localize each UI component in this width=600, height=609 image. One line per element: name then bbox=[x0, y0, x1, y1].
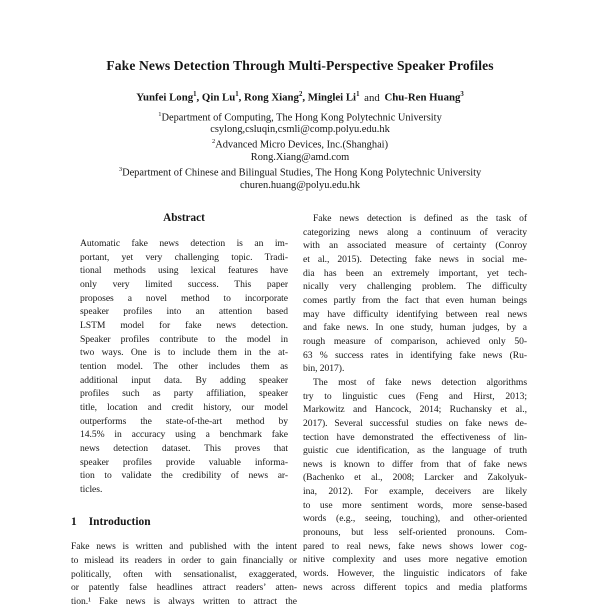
text-line: Markowitz and Hancock, 2014; Ruchansky et al., bbox=[303, 404, 527, 416]
text-line: news detection dataset. This proves that bbox=[80, 442, 288, 454]
affiliation-mark: 3 bbox=[118, 166, 123, 174]
text-line: tention model. The other includes them as bbox=[80, 360, 288, 372]
text-line: news across different topics and media platforms bbox=[303, 581, 527, 593]
text-line: pared to real news, fake news shows lower cog- bbox=[303, 540, 527, 552]
text-line: LSTM model for fake news detection. bbox=[80, 319, 288, 331]
text-line: outperforms the state-of-the-art method by bbox=[80, 415, 288, 427]
affiliation-mark: 2 bbox=[211, 138, 216, 146]
text-line: et al., 2015). Detecting fake news in social me- bbox=[303, 253, 527, 265]
text-line: only very limited success. This paper bbox=[80, 278, 288, 290]
abstract-heading: Abstract bbox=[163, 212, 205, 224]
text-line: to mislead its readers in order to gain financially or bbox=[71, 555, 297, 567]
introduction-body bbox=[71, 540, 297, 608]
text-line: may have difficulty identifying between real news bbox=[303, 308, 527, 320]
text-line: 2017). Several successful studies on fake news de- bbox=[303, 417, 527, 429]
text-line: Fake news is written and published with the intent bbox=[71, 541, 297, 553]
text-line: news is known to differ from that of fake news bbox=[303, 458, 527, 470]
author-conjunction: and bbox=[361, 91, 383, 104]
text-line: tion.¹ Fake news is always written to attract the bbox=[71, 596, 297, 608]
text-line: Automatic fake news detection is an im- bbox=[80, 238, 288, 249]
paper-header bbox=[0, 58, 600, 192]
author-name: Yunfei Long bbox=[136, 91, 194, 104]
text-line: 14.5% in accuracy using a benchmark fake bbox=[80, 429, 288, 441]
text-line: and fake news. In one study, human judges, by a bbox=[303, 322, 527, 334]
affiliation-line: $^1$Department of Computing, The Hong Kong Polytechnic University bbox=[158, 110, 442, 124]
text-line: profiles such as party affiliation, speaker bbox=[80, 388, 288, 400]
text-line: nitive complexity and uses more negative emotion bbox=[303, 554, 527, 566]
text-line: nically very challenging problem. The difficulty bbox=[303, 281, 527, 293]
text-line: words. However, the linguistic indicators of fake bbox=[303, 568, 527, 580]
text-line: speaker profiles into an attention based bbox=[80, 306, 288, 318]
text-line: 63 % success rates in identifying fake news (Ru- bbox=[303, 349, 527, 361]
author-name: Rong Xiang bbox=[244, 91, 299, 104]
text-line: additional input data. By adding speaker bbox=[80, 374, 288, 386]
author-affiliation-mark: 1 bbox=[193, 91, 197, 98]
section-number: 1 bbox=[71, 516, 77, 529]
text-line: categorizing news along a continuum of veracity bbox=[303, 226, 527, 238]
right-column bbox=[303, 212, 527, 594]
author-line: Yunfei Long$^1$, Qin Lu$^1$, Rong Xiang$^2$, Minglei Li$^1$ and Chu-Ren Huang$^3$ bbox=[136, 91, 464, 104]
author-affiliation-mark: 1 bbox=[356, 91, 360, 98]
author-name: Chu-Ren Huang bbox=[384, 91, 461, 104]
section-title: Introduction bbox=[88, 516, 151, 529]
text-line: comes partly from the fact that even human beings bbox=[303, 294, 527, 306]
text-line: tection have demonstrated the effectiveness of lin- bbox=[303, 431, 527, 443]
affiliation-line: csylong,csluqin,csmli@comp.polyu.edu.hk bbox=[210, 124, 390, 136]
introduction-heading bbox=[71, 515, 297, 529]
author-affiliation-mark: 2 bbox=[298, 91, 303, 98]
left-column bbox=[71, 212, 297, 609]
author-name: Qin Lu bbox=[201, 91, 236, 104]
text-line: rough measure of comparison, achieved only 50- bbox=[303, 335, 527, 347]
text-line: The most of fake news detection algorithms bbox=[313, 376, 527, 388]
text-line: words (e.g., seeing, touching), and other-oriented bbox=[303, 513, 527, 525]
affiliation-block bbox=[0, 109, 600, 193]
text-line: with an associated measure of certainty (Conroy bbox=[303, 240, 527, 252]
author-affiliation-mark: 3 bbox=[460, 91, 464, 98]
abstract-body bbox=[80, 237, 288, 496]
text-line: speaker profiles provide valuable informa- bbox=[80, 456, 288, 468]
text-line: bin, 2017). bbox=[303, 363, 345, 375]
affiliation-line: $^2$Advanced Micro Devices, Inc.(Shanghai) bbox=[211, 138, 389, 151]
text-line: (Bachenko et al., 2008; Larcker and Zakolyuk- bbox=[303, 472, 527, 484]
text-line: title, location and credit history, our model bbox=[80, 401, 288, 413]
author-affiliation-mark: 1 bbox=[235, 91, 239, 98]
text-line: guistic cue identification, as the language of truth bbox=[303, 445, 527, 457]
affiliation-mark: 1 bbox=[158, 110, 162, 118]
text-line: Speaker profiles contribute to the model in bbox=[80, 333, 288, 345]
text-line: try to linguistic cues (Feng and Hirst, 2013; bbox=[303, 390, 527, 402]
text-line: to use more sentiment words, more sense-based bbox=[303, 499, 527, 511]
affiliation-line: $^3$Department of Chinese and Bilingual Studies, The Hong Kong Polytechnic University bbox=[118, 166, 482, 179]
affiliation-line: Rong.Xiang@amd.com bbox=[250, 152, 350, 164]
text-line: politically, often with sensationalist, exaggerated, bbox=[71, 568, 297, 580]
text-line: dia has been an extremely important, yet tech- bbox=[303, 267, 527, 279]
text-line: ina, 2012). For example, deceivers are likely bbox=[303, 486, 527, 498]
text-line: two ways. One is to include them in the at- bbox=[80, 347, 288, 359]
text-line: portant, yet very challenging topic. Tradi- bbox=[80, 251, 288, 263]
text-line: ticles. bbox=[80, 483, 103, 495]
text-line: tion to validate the credibility of news ar- bbox=[80, 470, 288, 482]
text-line: pronouns, but less self-oriented pronouns. Com- bbox=[303, 527, 527, 539]
affiliation-line: churen.huang@polyu.edu.hk bbox=[239, 180, 361, 192]
text-line: tional methods using lexical features have bbox=[80, 265, 288, 277]
text-line: or patently false headlines attract readers’ atten- bbox=[71, 582, 297, 594]
text-line: proposes a novel method to incorporate bbox=[80, 292, 288, 304]
paper-title: Fake News Detection Through Multi-Perspective Speaker Profiles bbox=[106, 58, 494, 73]
author-name: Minglei Li bbox=[307, 91, 357, 104]
text-line: Fake news detection is defined as the task of bbox=[313, 213, 527, 224]
